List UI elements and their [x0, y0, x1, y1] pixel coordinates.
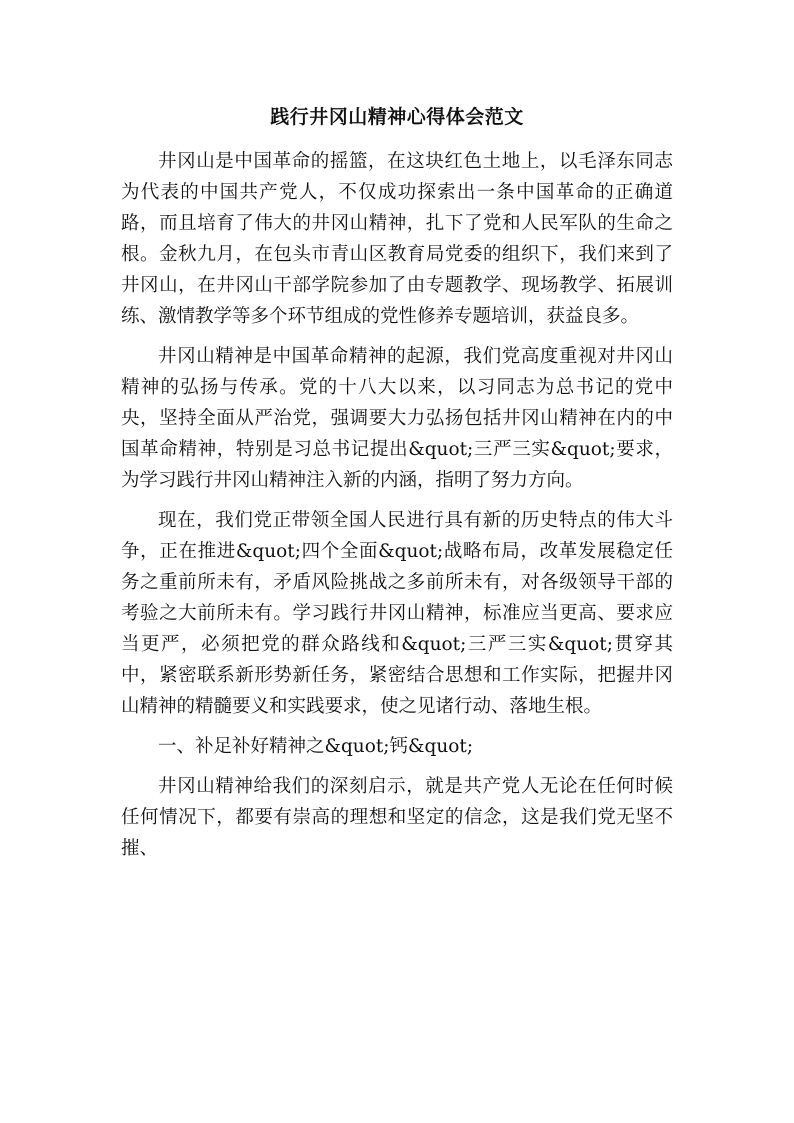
- section-heading: 一、补足补好精神之&quot;钙&quot;: [158, 736, 474, 757]
- paragraph-1: 井冈山是中国革命的摇篮，在这块红色土地上，以毛泽东同志为代表的中国共产党人，不仅成功探索出一条中国革命的正确道路，而且培育了伟大的井冈山精神，扎下了党和人民军队的生命之根。金秋九月，在包头市青山区教育局党委的组织下，我们来到了井冈山，在井冈山干部学院参加了由专题教学、现场教学、拓展训练、激情教学等多个环节组成的党性修养专题培训，获益良多。: [121, 151, 673, 327]
- paragraph-2: 井冈山精神是中国革命精神的起源，我们党高度重视对井冈山精神的弘扬与传承。党的十八大以来，以习同志为总书记的党中央，坚持全面从严治党，强调要大力弘扬包括井冈山精神在内的中国革命精神，特别是习总书记提出&quot;三严三实&quot;要求，为学习践行井冈山精神注入新的内涵，指明了努力方向。: [121, 346, 673, 491]
- paragraph-3: 现在，我们党正带领全国人民进行具有新的历史特点的伟大斗争，正在推进&quot;四个全面&quot;战略布局，改革发展稳定任务之重前所未有，矛盾风险挑战之多前所未有，对各级领导干部的考验之大前所未有。学习践行井冈山精神，标准应当更高、要求应当更严，必须把党的群众路线和&quot;三严三实&quot;贯穿其中，紧密联系新形势新任务，紧密结合思想和工作实际，把握井冈山精神的精髓要义和实践要求，使之见诸行动、落地生根。: [121, 510, 673, 717]
- document-body: [121, 146, 673, 873]
- paragraph-4: 井冈山精神给我们的深刻启示，就是共产党人无论在任何时候任何情况下，都要有崇高的理想和坚定的信念，这是我们党无坚不摧、: [121, 776, 673, 859]
- document-title: 践行井冈山精神心得体会范文: [270, 106, 524, 128]
